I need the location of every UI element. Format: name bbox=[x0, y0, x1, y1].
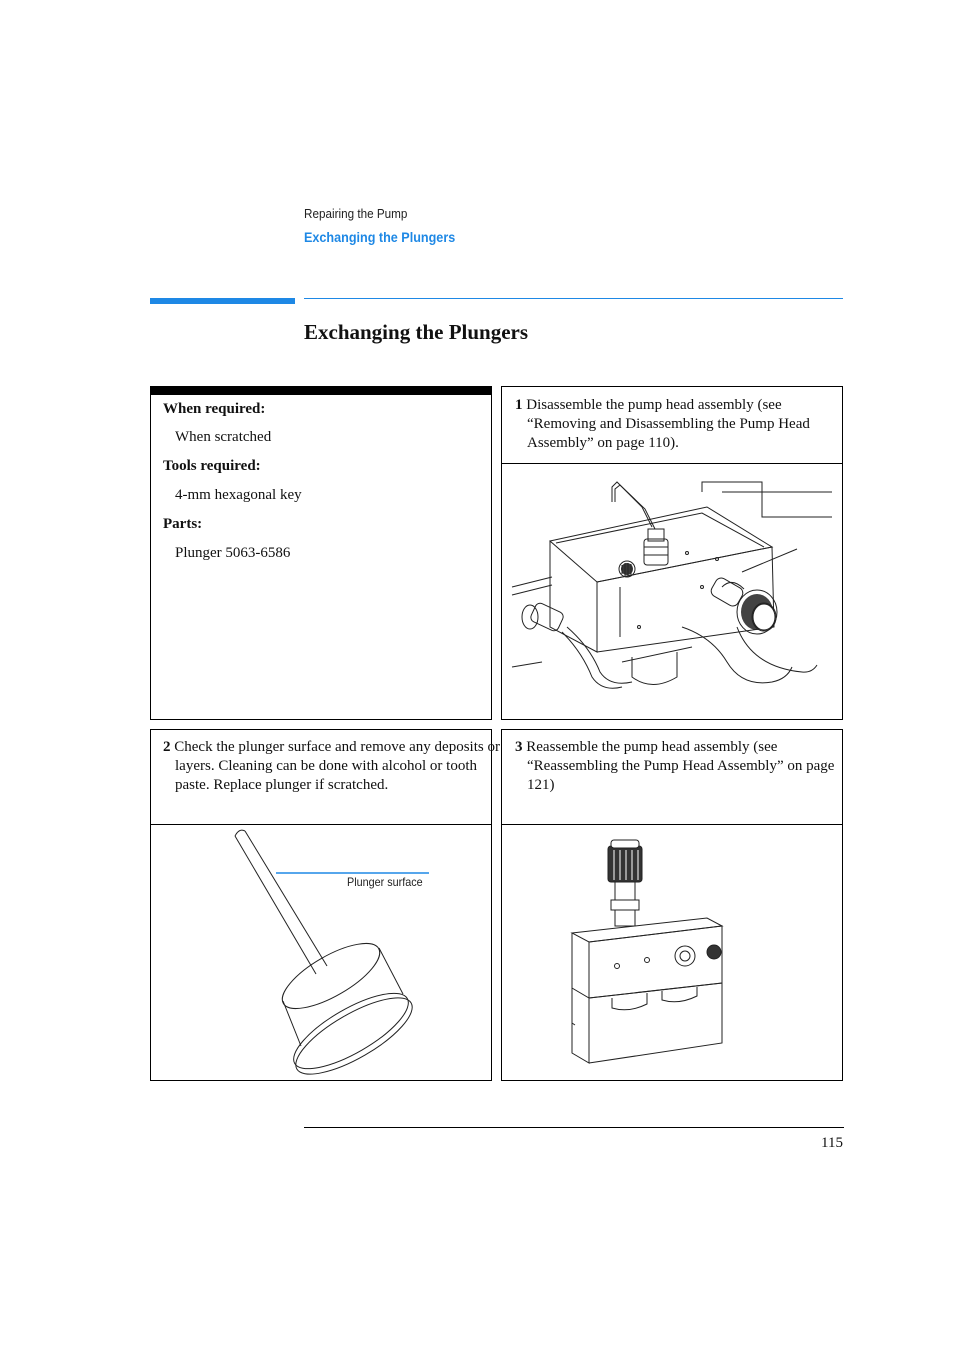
parts-label: Parts: bbox=[163, 516, 203, 532]
running-header-section: Repairing the Pump bbox=[304, 206, 408, 221]
pump-head-assembly-illustration bbox=[512, 477, 832, 712]
step-2-divider bbox=[150, 824, 492, 825]
step-2-text bbox=[163, 738, 501, 795]
requirements-top-bar bbox=[150, 386, 492, 395]
when-required-value: When scratched bbox=[175, 429, 272, 445]
page-title: Exchanging the Plungers bbox=[304, 320, 529, 344]
step-1-text bbox=[515, 396, 849, 453]
page-number: 115 bbox=[821, 1135, 843, 1151]
plunger-illustration bbox=[221, 826, 491, 1071]
step-3-box bbox=[501, 729, 843, 1081]
reassembled-pump-head-illustration bbox=[567, 838, 737, 1068]
step-3-number: 3 bbox=[515, 739, 523, 755]
when-required-label: When required: bbox=[163, 401, 266, 417]
step-2-instruction: Check the plunger surface and remove any deposits or layers. Cleaning can be done with alcohol or tooth paste. Replace plunger if scratched. bbox=[174, 739, 500, 793]
tools-required-value: 4-mm hexagonal key bbox=[175, 487, 302, 503]
accent-bar bbox=[150, 298, 295, 304]
step-1-number: 1 bbox=[515, 397, 523, 413]
tools-required-label: Tools required: bbox=[163, 458, 261, 474]
plunger-surface-callout: Plunger surface bbox=[347, 875, 423, 889]
parts-value: Plunger 5063-6586 bbox=[175, 545, 291, 561]
step-1-instruction: Disassemble the pump head assembly (see “Removing and Disassembling the Pump Head Assembly” on page 110). bbox=[526, 397, 810, 451]
running-header-subsection: Exchanging the Plungers bbox=[304, 229, 456, 245]
step-2-number: 2 bbox=[163, 739, 171, 755]
step-1-divider bbox=[501, 463, 843, 464]
step-2-box bbox=[150, 729, 500, 1081]
footer-rule bbox=[304, 1127, 844, 1128]
step-3-divider bbox=[501, 824, 843, 825]
step-1-box bbox=[501, 386, 843, 720]
header-rule bbox=[304, 298, 843, 299]
step-3-instruction: Reassemble the pump head assembly (see “Reassembling the Pump Head Assembly” on page 121) bbox=[526, 739, 835, 793]
step-3-text bbox=[515, 738, 853, 795]
requirements-box bbox=[150, 386, 492, 720]
